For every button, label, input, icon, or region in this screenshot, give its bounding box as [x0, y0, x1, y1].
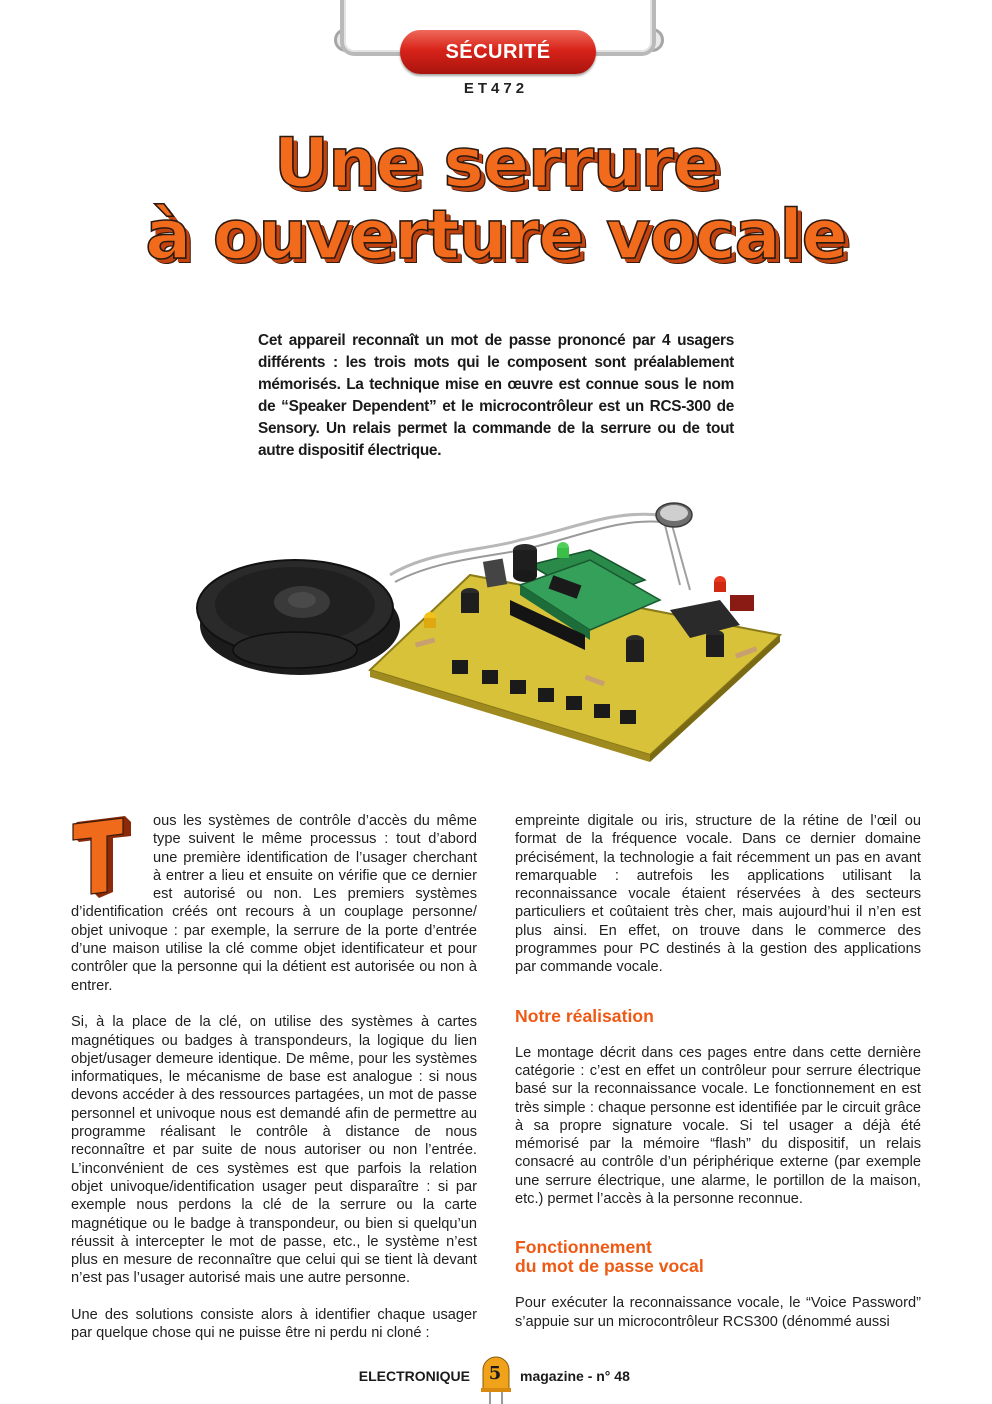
title-line-1: Une serrure [273, 124, 719, 203]
section-rubric-badge [400, 30, 596, 74]
dropcap-letter [71, 814, 147, 900]
body-column-right [515, 812, 921, 1349]
paragraph-text: ous les systèmes de contrôle d’accès du même type suivent le même processus : tout d’abord une première identification de l’usager cherchant à entrer a lieu et ensuite on vérifie que ce dernier est autorisé ou non. Les premiers systèmes d’identification créés ont recours à un couplage personne/ objet univoque : par exemple, la serrure de la porte d’entrée d’une maison utilise la clé comme objet identificateur et pour contrôler que la personne qui la détient est autorisée ou non à entrer. [71, 813, 477, 994]
section-heading [515, 1238, 921, 1276]
body-paragraph: empreinte digitale ou iris, structure de la rétine de l’œil ou format de la fréquence vocale. Dans ce dernier domaine précisément, la technologie a fait récemment un pas en avant remarquable : autrefois les applications utilisant la reconnaissance vocale étaient réservées à des secteurs particuliers et coûtaient très cher, mais aujourd’hui il n’en est plus ainsi. En effet, on trouve dans le commerce des programmes pour PC destinés à la gestion des applications par commande vocale. [515, 813, 921, 976]
issue-label: magazine - n° 48 [520, 1368, 630, 1384]
body-column-left [71, 812, 477, 1361]
title-line-2: à ouverture vocale [145, 196, 847, 275]
article-title [0, 124, 992, 275]
article-reference: ET472 [463, 80, 529, 97]
product-photo [190, 490, 790, 780]
body-paragraph: Pour exécuter la reconnaissance vocale, le “Voice Password” s’appuie sur un microcontrôleur RCS300 (dénommé aussi [515, 1295, 921, 1330]
page-number: 5 [488, 1363, 502, 1384]
body-paragraph [71, 812, 477, 995]
body-paragraph: Si, à la place de la clé, on utilise des systèmes à cartes magnétiques ou badges à transpondeurs, la logique du lien objet/usager demeure identique. De même, pour les systèmes informatiques, le mécanisme de base est analogue : si nous devons accéder à des ressources partagées, un mot de passe personnel et univoque nous est demandé afin de permettre au programme réalisant le contrôle à distance de nous reconnaître et par suite de nous autoriser ou non l’entrée. L’inconvénient de ces systèmes est que parfois la relation objet univoque/identification usager peut disparaître : si par exemple nous perdons la clé de la serrure ou la carte magnétique ou le badge à transpondeur, ou bien si quelqu’un réussit à intercepter le mot de passe, etc., le système n’est plus en mesure de reconnaître que celui qui se tient là devant n’est pas l’usager autorisé mais une autre personne. [71, 1014, 477, 1287]
body-paragraph: Le montage décrit dans ces pages entre dans cette dernière catégorie : c’est en effet un contrôleur pour serrure électrique basé sur la reconnaissance vocale. Le fonctionnement en est très simple : chaque personne est identifiée par le circuit grâce à sa propre signature vocale. Si tel usager a déjà été mémorisé par la mémoire “flash” du dispositif, un relais consacré au contrôle d’un périphérique externe (par exemple une serrure électrique, une alarme, le portillon de la maison, etc.) permet l’accès à la personne reconnue. [515, 1044, 921, 1208]
section-heading: Notre réalisation [515, 1005, 654, 1026]
magazine-name: ELECTRONIQUE [358, 1368, 470, 1384]
section-rubric-label: SÉCURITÉ [445, 40, 551, 63]
page-footer [0, 1362, 992, 1402]
article-lead: Cet appareil reconnaît un mot de passe prononcé par 4 usagers différents : les trois mots qui le composent sont préalablement mémorisés. La technique mise en œuvre est connue sous le nom de “Speaker Dependent” et le microcontrôleur est un RCS-300 de Sensory. Un relais permet la commande de la serrure ou de tout autre dispositif électrique. [258, 332, 734, 459]
heading-line: Fonctionnement [515, 1237, 652, 1258]
body-paragraph: Une des solutions consiste alors à identifier chaque usager par quelque chose qui ne puisse être ni perdu ni cloné : [71, 1307, 477, 1342]
heading-line: du mot de passe vocal [515, 1256, 704, 1277]
